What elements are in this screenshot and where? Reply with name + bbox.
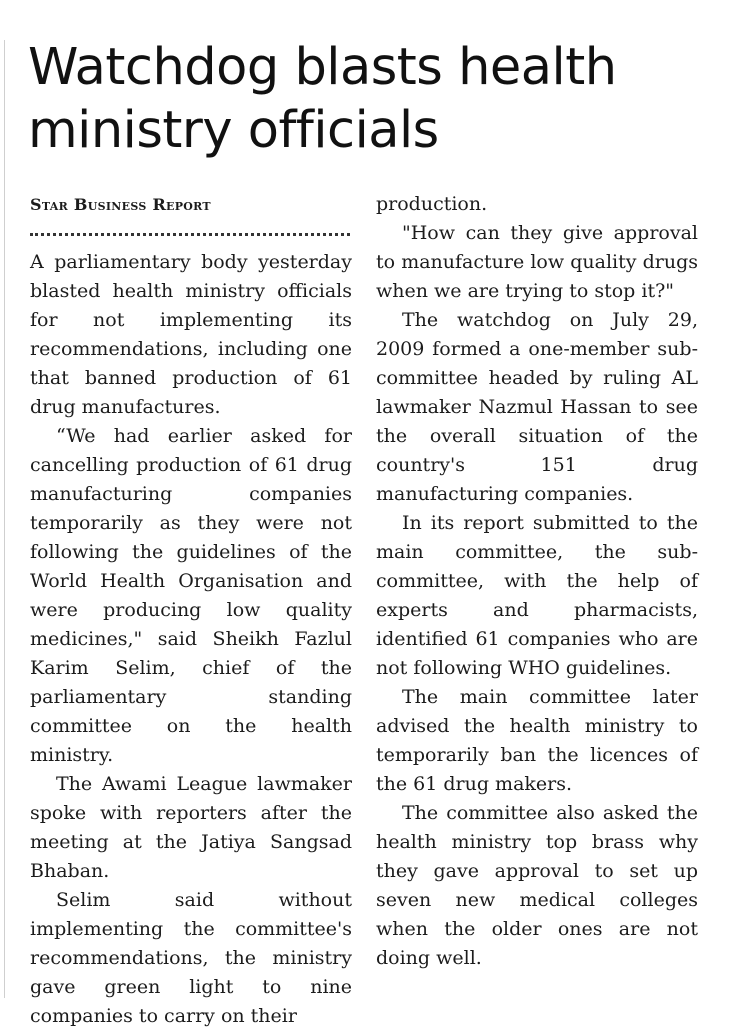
paragraph-9: The committee also asked the health ministry top brass why they gave approval to set up seven new medical colleges when the older ones are not doing well. <box>376 802 698 969</box>
article-column-left <box>30 190 352 1031</box>
byline: Star Business Report <box>30 195 211 214</box>
left-column-rule <box>4 40 5 998</box>
paragraph-3: The Awami League lawmaker spoke with reporters after the meeting at the Jatiya Sangsad Bhaban. <box>30 773 352 882</box>
paragraph-5: "How can they give approval to manufacture low quality drugs when we are trying to stop it?" <box>376 222 698 302</box>
paragraph-1: A parliamentary body yesterday blasted health ministry officials for not implementing its recommendations, including one that banned production of 61 drug manufactures. <box>30 251 352 418</box>
headline: Watchdog blasts health ministry officials <box>28 38 617 160</box>
paragraph-4: Selim said without implementing the committee's recommendations, the ministry gave green light to nine companies to carry on their <box>30 889 352 1027</box>
article-column-right <box>376 190 698 973</box>
byline-divider <box>30 219 352 248</box>
paragraph-4-continued: production. <box>376 193 488 215</box>
paragraph-7: In its report submitted to the main committee, the sub-committee, with the help of experts and pharmacists, identified 61 companies who are not following WHO guidelines. <box>376 512 698 679</box>
paragraph-2: “We had earlier asked for cancelling production of 61 drug manufacturing companies temporarily as they were not following the guidelines of the World Health Organisation and were producing low quality medicines," said Sheikh Fazlul Karim Selim, chief of the parliamentary standing committee on the health ministry. <box>30 425 352 766</box>
paragraph-8: The main committee later advised the health ministry to temporarily ban the licences of the 61 drug makers. <box>376 686 698 795</box>
paragraph-6: The watchdog on July 29, 2009 formed a one-member sub-committee headed by ruling AL lawmaker Nazmul Hassan to see the overall situation of the country's 151 drug manufacturing companies. <box>376 309 698 505</box>
